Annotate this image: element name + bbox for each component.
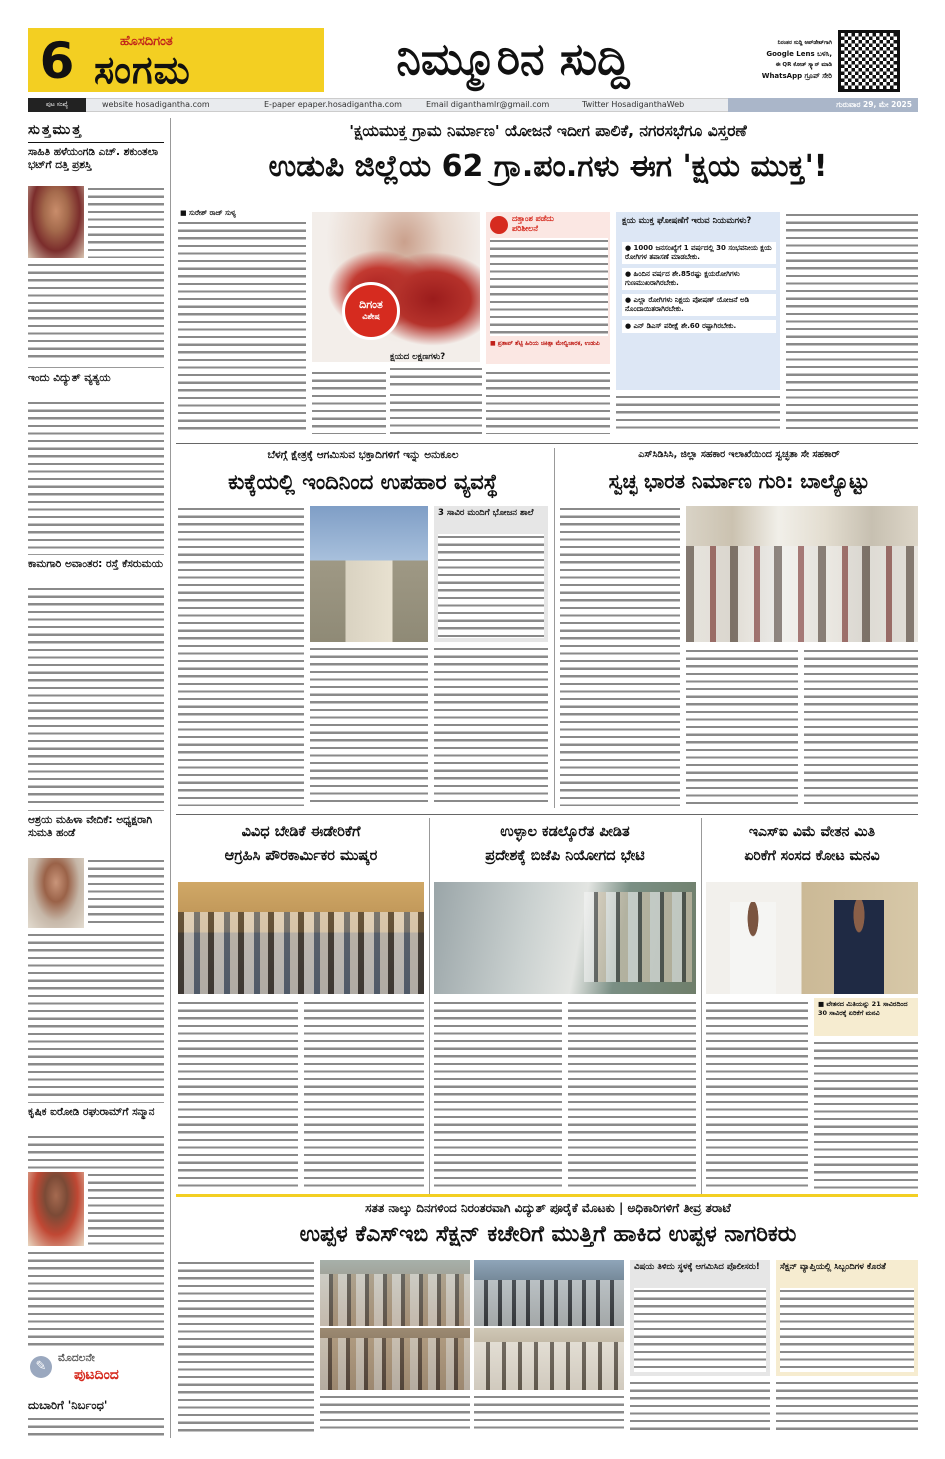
- bottom-top-rule: [176, 1194, 918, 1197]
- qr-code[interactable]: [838, 30, 900, 92]
- swachh-body-col3: [804, 648, 918, 806]
- special-badge: [342, 282, 400, 340]
- section-name: ಸಂಗಮ: [94, 48, 191, 92]
- staff-box-title: ಸೆಕ್ಷನ್ ವ್ಯಾಪ್ತಿಯಲ್ಲಿ ಸಿಬ್ಬಂದಿಗಳ ಕೊರತೆ: [780, 1262, 886, 1272]
- sidebar-headline-4[interactable]: ಆಶ್ರಯ ಮಹಿಳಾ ವೇದಿಕೆ: ಅಧ್ಯಕ್ಷರಾಗಿ ಸುಮತಿ ಹಂಡೆ: [28, 814, 153, 839]
- story-swachh: [560, 448, 918, 810]
- pencil-icon: ✎: [30, 1356, 52, 1378]
- swachh-headline[interactable]: ಸ್ವಚ್ಛ ಭಾರತ ನಿರ್ಮಾಣ ಗುರಿ: ಬಾಲ್ಯೊಟ್ಟು: [608, 470, 870, 493]
- column-title: ಸುತ್ತಮುತ್ತ: [28, 122, 83, 138]
- crowd-1: [320, 1274, 470, 1326]
- esi-body-col1: [706, 1000, 808, 1190]
- people-figures: [686, 546, 918, 642]
- qr-text-2: Google Lens ಬಳಸಿ,: [766, 50, 832, 58]
- lead-photo: [312, 212, 480, 362]
- uppala-body-col3: [474, 1394, 624, 1434]
- twitter-link[interactable]: Twitter HosadiganthaWeb: [582, 100, 685, 109]
- lead-body-col4: [616, 394, 780, 434]
- pink-box-body: [490, 238, 608, 336]
- kukke-body-col3: [434, 646, 548, 806]
- sidebar-body-1b: [28, 262, 164, 362]
- qr-text-3: ಈ QR ಕೋಡ್ ಸ್ಕ್ಯಾನ್ ಮಾಡಿ: [775, 62, 832, 68]
- story-ullal: [434, 818, 696, 1194]
- kukke-body-col1: [178, 506, 304, 806]
- qr-text-4: WhatsApp ಗ್ರೂಪ್ ಸೇರಿ: [761, 72, 832, 80]
- lead-body-col3: [486, 370, 610, 434]
- esi-body-col2: [814, 1040, 918, 1190]
- pink-box-icon: [490, 216, 508, 234]
- esi-headline-1[interactable]: ಇಎಸ್‌ಐ ವಿಮೆ ವೇತನ ಮಿತಿ: [748, 824, 876, 840]
- box-label-1: ಮೊದಲನೇ: [58, 1352, 95, 1364]
- author-photo: [28, 186, 84, 258]
- temple-photo: [310, 506, 428, 642]
- kukke-box-title: 3 ಸಾವಿರ ಮಂದಿಗೆ ಭೋಜನ ಶಾಲೆ: [438, 508, 534, 518]
- ullal-photo: [434, 882, 696, 994]
- pink-box-author: ■ ಪ್ರತಾಪ್ ಶೆಟ್ಟಿ ಹಿರಿಯ ಚಿಕಿತ್ಸಾ ಮೇಲ್ವಿಚಾರಕ, ಉಡುಪಿ: [490, 340, 600, 347]
- strike-body-col2: [304, 1000, 424, 1190]
- police-box-title: ವಿಷಯ ತಿಳಿದು ಸ್ಥಳಕ್ಕೆ ಆಗಮಿಸಿದ ಪೊಲೀಸರು!: [634, 1262, 760, 1272]
- lead-byline: ■ ಸುರೇಶ್ ರಾಜ್ ಸುಳ್ಯ: [180, 209, 236, 217]
- lead-body-col2b: [390, 392, 482, 434]
- uppala-body-col2: [320, 1394, 470, 1434]
- badge-text-2: ವಿಶೇಷ: [362, 312, 380, 321]
- website-link[interactable]: website hosadigantha.com: [102, 100, 210, 109]
- person-right: [834, 900, 884, 994]
- paper-name: ಹೊಸದಿಗಂತ: [120, 34, 173, 49]
- qr-text-1: ನಿರಂತರ ಸುದ್ದಿ ಅಪ್‌ಡೇಟ್‌ಗಾಗಿ: [777, 40, 832, 46]
- qr-text-block: [696, 38, 832, 82]
- criteria-item: ● ಎನ್ ಡಿಎಸ್ ಪರೀಕ್ಷೆ ಶೇ.60 ರಷ್ಟಾಗಿರಬೇಕು.: [622, 320, 776, 333]
- pink-box-title-2: ಪರಿಶೀಲನೆ: [512, 224, 538, 233]
- masthead: [28, 28, 918, 114]
- swachh-photo: [686, 506, 918, 642]
- sidebar-headline-3[interactable]: ಕಾಮಗಾರಿ ಅವಾಂತರ: ರಸ್ತೆ ಕೆಸರುಮಯ: [28, 558, 163, 570]
- sidebar: [28, 120, 164, 1440]
- ullal-body-col2: [568, 1000, 696, 1190]
- crowd: [178, 912, 424, 994]
- story-kukke: [178, 448, 548, 810]
- ullal-headline-1[interactable]: ಉಳ್ಳಾಲ ಕಡಲ್ಕೊರೆತ ಪೀಡಿತ: [500, 824, 630, 840]
- edition-title: ನಿಮ್ಮೂರಿನ ಸುದ್ದಿ: [396, 34, 630, 85]
- pink-box-title-1: ದತ್ತಾಂಶ ಪಡೆದು: [512, 214, 554, 223]
- esi-photo: [706, 882, 918, 994]
- kukke-body-col2: [310, 646, 428, 806]
- sidebar-body-3: [28, 586, 164, 806]
- sidebar-body-4b: [28, 932, 164, 1098]
- first-page-box: [28, 1352, 164, 1392]
- strike-photo: [178, 882, 424, 994]
- lead-story: [178, 120, 918, 442]
- symptoms-title: ಕ್ಷಯದ ಲಕ್ಷಣಗಳು?: [390, 352, 446, 362]
- uppala-photo-1: [320, 1260, 470, 1326]
- uppala-photo-2: [474, 1260, 624, 1326]
- criteria-title: ಕ್ಷಯ ಮುಕ್ತ ಘೋಷಣೆಗೆ ಇರುವ ನಿಯಮಗಳು?: [622, 216, 752, 226]
- strike-headline-2[interactable]: ಆಗ್ರಹಿಸಿ ಪೌರಕಾರ್ಮಿಕರ ಮುಷ್ಕರ: [224, 848, 378, 864]
- sidebar-body-2: [28, 400, 164, 550]
- lead-body-col2: [312, 370, 386, 434]
- swachh-kicker[interactable]: ಎಸ್‌ಸಿಡಿಸಿಸಿ, ಜಿಲ್ಲಾ ಸಹಕಾರ ಇಲಾಖೆಯಿಂದ ಸ್ವಚ್ಛತಾ ಸೇ ಸಹಕಾರ್: [638, 449, 840, 460]
- staff-box-body: [780, 1288, 914, 1372]
- uppala-photo-3: [320, 1328, 470, 1390]
- kukke-box-body: [438, 534, 544, 638]
- badge-text-1: ದಿಗಂತ: [359, 298, 383, 311]
- lead-body-col5: [786, 212, 918, 434]
- kukke-kicker[interactable]: ಬೆಳಗ್ಗೆ ಕ್ಷೇತ್ರಕ್ಕೆ ಆಗಮಿಸುವ ಭಕ್ತಾದಿಗಳಿಗೆ ಇನ್ನು ಅನುಕೂಲ: [267, 449, 459, 461]
- criteria-item: ● ಹಿಂದಿನ ವರ್ಷದ ಶೇ.85ರಷ್ಟು ಕ್ಷಯರೋಗಿಗಳು ಗುಣಮುಖರಾಗಿರಬೇಕು.: [622, 268, 776, 290]
- uppala-body-col1: [178, 1260, 314, 1434]
- lead-headline[interactable]: ಉಡುಪಿ ಜಿಲ್ಲೆಯ 62 ಗ್ರಾ.ಪಂ.ಗಳು ಈಗ 'ಕ್ಷಯ ಮುಕ್ತ'!: [268, 149, 828, 184]
- symptoms-body: [390, 366, 482, 390]
- sidebar-body-1: [88, 186, 164, 258]
- esi-headline-2[interactable]: ಏರಿಕೆಗೆ ಸಂಸದ ಕೋಟ ಮನವಿ: [744, 848, 880, 864]
- story-strike: [178, 818, 424, 1194]
- email-link[interactable]: Email diganthamlr@gmail.com: [426, 100, 550, 109]
- sidebar-body-5b: [28, 1250, 164, 1346]
- sidebar-headline-6[interactable]: ದುಬಾರಿಗೆ 'ನಿರ್ಬಂಧ': [28, 1398, 108, 1412]
- member-photo: [28, 858, 84, 928]
- crowd-2: [474, 1280, 624, 1326]
- sidebar-body-4: [88, 858, 164, 928]
- box-label-2: ಪುಟದಿಂದ: [74, 1367, 119, 1383]
- criteria-item: ● ಎಲ್ಲಾ ರೋಗಿಗಳು ನಿಕ್ಷಯ ಪೋಷಣ್ ಯೋಜನೆ ಅಡಿ ನೊಂದಾಯಿತರಾಗಿರಬೇಕು.: [622, 294, 776, 316]
- kukke-headline[interactable]: ಕುಕ್ಕೆಯಲ್ಲಿ ಇಂದಿನಿಂದ ಉಪಹಾರ ವ್ಯವಸ್ಥೆ: [228, 470, 498, 494]
- sidebar-headline-2[interactable]: ಇಂದು ವಿದ್ಯುತ್ ವ್ಯತ್ಯಯ: [28, 372, 111, 384]
- farmer-photo: [28, 1172, 84, 1246]
- uppala-body-col5: [776, 1380, 918, 1434]
- lead-kicker[interactable]: 'ಕ್ಷಯಮುಕ್ತ ಗ್ರಾಮ ನಿರ್ಮಾಣ' ಯೋಜನೆ ಇದೀಗ ಪಾಲಿಕೆ, ನಗರಸಭೆಗೂ ವಿಸ್ತರಣೆ: [349, 122, 747, 140]
- crowd-3: [320, 1338, 470, 1390]
- story-esi: [706, 818, 918, 1194]
- criteria-list: [622, 242, 776, 337]
- person-left: [730, 902, 776, 994]
- sidebar-headline-1[interactable]: ಸಾಹಿತಿ ಹಳೆಯಂಗಡಿ ಎಚ್. ಶಕುಂತಲಾ ಭಟ್‌ಗೆ ದತ್ತಿ ಪ್ರಶಸ್ತಿ: [28, 146, 159, 171]
- sidebar-body-6: [28, 1416, 164, 1440]
- ullal-headline-2[interactable]: ಪ್ರದೇಶಕ್ಕೆ ಬಿಜೆಪಿ ನಿಯೋಗದ ಭೇಟಿ: [485, 848, 645, 864]
- sidebar-body-5: [88, 1172, 164, 1246]
- crowd-4: [474, 1342, 624, 1390]
- esi-caption: ■ ವೇತನದ ಮಿತಿಯನ್ನು 21 ಸಾವಿರದಿಂದ 30 ಸಾವಿರಕ್ಕೆ ಏರಿಕೆಗೆ ಮನವಿ: [818, 1000, 908, 1017]
- strike-body-col1: [178, 1000, 298, 1190]
- swachh-body-col1: [560, 506, 680, 806]
- criteria-item: ● 1000 ಜನಸಂಖ್ಯೆಗೆ 1 ವರ್ಷದಲ್ಲಿ 30 ಸಂಭವನೀಯ ಕ್ಷಯ ರೋಗಿಗಳ ತಪಾಸಣೆ ಮಾಡಬೇಕು.: [622, 242, 776, 264]
- people-group: [584, 892, 692, 982]
- sidebar-headline-5[interactable]: ಕೃಷಿಕ ಐರೋಡಿ ರಘುರಾಮ್‌ಗೆ ಸನ್ಮಾನ: [28, 1106, 155, 1118]
- ullal-body-col1: [434, 1000, 562, 1190]
- page-number: 6: [39, 32, 75, 90]
- police-box-body: [634, 1288, 766, 1372]
- uppala-headline[interactable]: ಉಪ್ಪಳ ಕೆಎಸ್‌ಇಬಿ ಸೆಕ್ಷನ್ ಕಚೇರಿಗೆ ಮುತ್ತಿಗೆ ಹಾಕಿದ ಉಪ್ಪಳ ನಾಗರಿಕರು: [299, 1222, 797, 1247]
- strike-headline-1[interactable]: ವಿವಿಧ ಬೇಡಿಕೆ ಈಡೇರಿಕೆಗೆ: [241, 824, 361, 840]
- uppala-body-col4: [630, 1380, 770, 1434]
- uppala-photo-4: [474, 1328, 624, 1390]
- pages-label: ಪುಟ ಸಂಖ್ಯೆ: [28, 98, 86, 112]
- lead-body-col1: [178, 220, 306, 434]
- uppala-kicker[interactable]: ಸತತ ನಾಲ್ಕು ದಿನಗಳಿಂದ ನಿರಂತರವಾಗಿ ವಿದ್ಯುತ್ ಪೂರೈಕೆ ಮೊಟಕು | ಅಧಿಕಾರಿಗಳಿಗೆ ತೀವ್ರ ತರಾಟೆ: [365, 1201, 731, 1215]
- date: ಗುರುವಾರ 29, ಮೇ 2025: [836, 100, 912, 109]
- swachh-body-col2: [686, 648, 798, 806]
- epaper-link[interactable]: E-paper epaper.hosadigantha.com: [264, 100, 402, 109]
- sidebar-body-5a: [28, 1134, 164, 1170]
- story-uppala: [178, 1198, 918, 1438]
